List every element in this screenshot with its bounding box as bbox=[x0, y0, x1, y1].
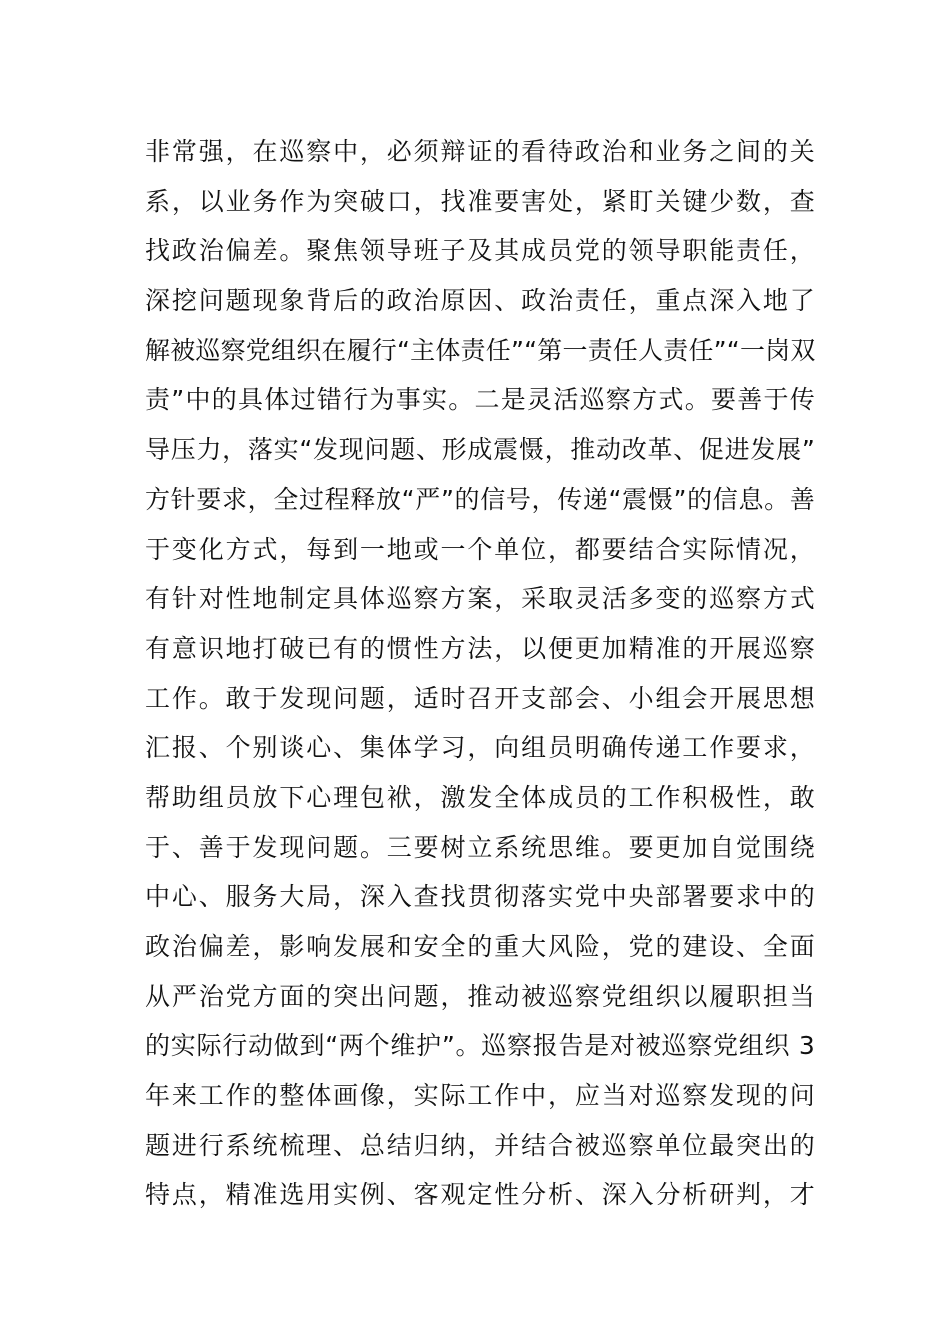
text-line: 特点，精准选用实例、客观定性分析、深入分析研判，才 bbox=[145, 1180, 815, 1210]
text-line: 解被巡察党组织在履行“主体责任”“第一责任人责任”“一岗双 bbox=[145, 335, 816, 365]
text-line: 帮助组员放下心理包袱，激发全体成员的工作积极性，敢 bbox=[145, 782, 815, 812]
text-line: 政治偏差，影响发展和安全的重大风险，党的建设、全面 bbox=[145, 932, 815, 961]
text-line: 有针对性地制定具体巡察方案，采取灵活多变的巡察方式 bbox=[145, 584, 815, 614]
text-line: 责”中的具体过错行为事实。二是灵活巡察方式。要善于传 bbox=[145, 385, 815, 415]
text-line: 从严治党方面的突出问题，推动被巡察党组织以履职担当 bbox=[145, 981, 815, 1011]
text-line: 汇报、个别谈心、集体学习，向组员明确传递工作要求， bbox=[145, 733, 815, 763]
text-line: 于、善于发现问题。三要树立系统思维。要更加自觉围绕 bbox=[145, 832, 815, 862]
text-line: 的实际行动做到“两个维护”。巡察报告是对被巡察党组织 3 bbox=[145, 1031, 815, 1061]
text-line: 系，以业务作为突破口，找准要害处，紧盯关键少数，查 bbox=[145, 186, 815, 216]
text-line: 找政治偏差。聚焦领导班子及其成员党的领导职能责任， bbox=[145, 236, 815, 266]
text-line: 方针要求，全过程释放“严”的信号，传递“震慑”的信息。善 bbox=[145, 484, 815, 514]
text-line: 年来工作的整体画像，实际工作中，应当对巡察发现的问 bbox=[145, 1081, 815, 1111]
text-line: 于变化方式，每到一地或一个单位，都要结合实际情况， bbox=[145, 534, 815, 564]
text-line: 导压力，落实“发现问题、形成震慑，推动改革、促进发展” bbox=[145, 435, 815, 465]
text-line: 中心、服务大局，深入查找贯彻落实党中央部署要求中的 bbox=[145, 882, 815, 912]
text-line: 有意识地打破已有的惯性方法，以便更加精准的开展巡察 bbox=[145, 633, 815, 663]
text-line: 工作。敢于发现问题，适时召开支部会、小组会开展思想 bbox=[145, 683, 815, 713]
body-text bbox=[145, 127, 815, 1220]
text-line: 非常强，在巡察中，必须辩证的看待政治和业务之间的关 bbox=[145, 137, 815, 166]
text-line: 题进行系统梳理、总结归纳，并结合被巡察单位最突出的 bbox=[145, 1130, 815, 1160]
text-line: 深挖问题现象背后的政治原因、政治责任，重点深入地了 bbox=[145, 286, 815, 316]
